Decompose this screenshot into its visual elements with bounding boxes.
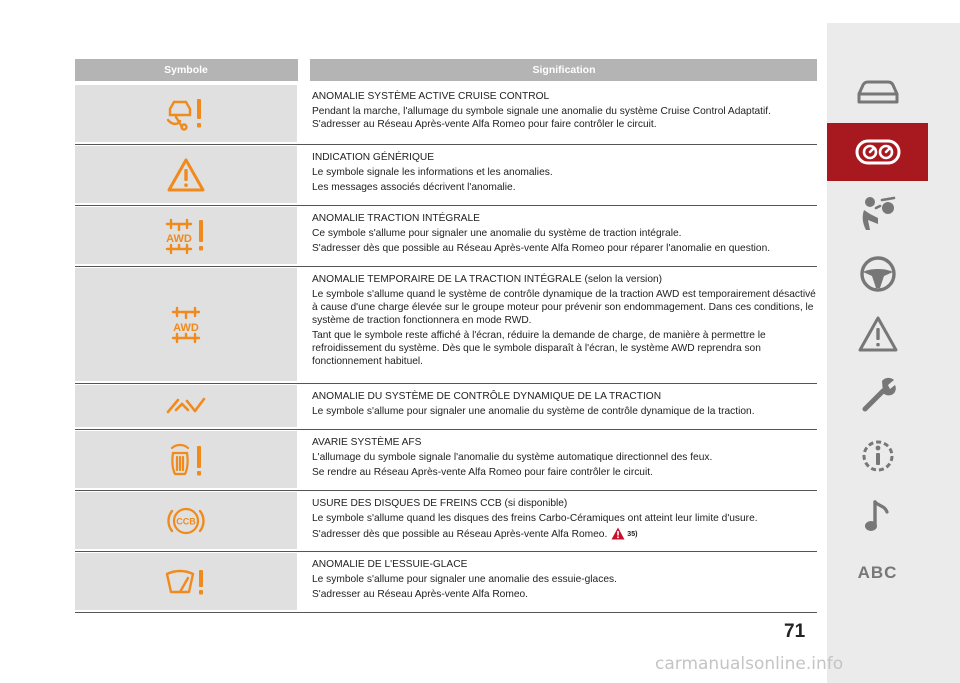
sidebar-item-emergency[interactable] — [827, 305, 928, 363]
row-text: Le symbole s'allume pour signaler une anomalie du système de contrôle dynamique de la traction. — [312, 406, 755, 417]
icon-cell — [75, 553, 297, 610]
row-text: L'allumage du symbole signale l'anomalie du système automatique directionnel des feux. — [312, 452, 713, 463]
table-row — [75, 551, 817, 613]
abc-index: ABC — [857, 563, 898, 582]
row-text: Ce symbole s'allume pour signaler une anomalie du système de traction intégrale. — [312, 228, 682, 239]
table-header — [75, 59, 817, 81]
info-gear-icon — [857, 435, 899, 477]
icon-cell — [75, 146, 297, 203]
row-text-with-ref — [312, 527, 817, 541]
warning-icon — [857, 315, 899, 353]
row-title: INDICATION GÉNÉRIQUE — [312, 152, 435, 163]
text-cell — [312, 390, 817, 420]
row-title: ANOMALIE TRACTION INTÉGRALE — [312, 213, 480, 224]
row-text: Se rendre au Réseau Après-vente Alfa Romeo pour faire contrôler le circuit. — [312, 467, 653, 478]
row-title: ANOMALIE DE L'ESSUIE-GLACE — [312, 559, 468, 570]
row-text: Le symbole s'allume quand le système de contrôle dynamique de la traction AWD est temporairement désactivé à cause d'une charge élevée sur le groupe moteur pour prévenir son endommagement. Dans ces conditions, le système de traction fonctionnera en mode RWD. — [312, 289, 816, 326]
row-text: S'adresser dès que possible au Réseau Après-vente Alfa Romeo pour réparer l'anomalie en question. — [312, 243, 771, 254]
header-meaning: Signification — [532, 64, 596, 76]
row-text: Le symbole signale les informations et les anomalies. — [312, 167, 553, 178]
awd-failure-icon — [163, 216, 209, 256]
airbag-icon — [856, 194, 900, 234]
warning-triangle-icon — [611, 527, 625, 540]
table-row — [75, 144, 817, 206]
sidebar-item-multimedia[interactable] — [827, 487, 928, 545]
general-warning-icon — [166, 157, 206, 193]
steering-wheel-icon — [858, 254, 898, 294]
car-icon — [854, 76, 902, 108]
dashboard-icon — [854, 136, 902, 168]
row-title: ANOMALIE TEMPORAIRE DE LA TRACTION INTÉGRALE (selon la version) — [312, 274, 663, 285]
sidebar-item-car[interactable] — [827, 63, 928, 121]
icon-cell — [75, 268, 297, 381]
row-text: Les messages associés décrivent l'anomalie. — [312, 182, 516, 193]
row-title: ANOMALIE DU SYSTÈME DE CONTRÔLE DYNAMIQUE DE LA TRACTION — [312, 391, 662, 402]
text-cell — [312, 90, 817, 133]
icon-cell — [75, 85, 297, 142]
row-title: ANOMALIE SYSTÈME ACTIVE CRUISE CONTROL — [312, 91, 550, 102]
ccb-brake-wear-icon — [164, 502, 208, 540]
row-title: USURE DES DISQUES DE FREINS CCB (si disponible) — [312, 498, 568, 509]
sidebar-item-maintenance[interactable] — [827, 365, 928, 423]
text-cell — [312, 558, 817, 603]
text-cell — [312, 151, 817, 196]
svg-text:AWD: AWD — [166, 232, 192, 245]
sidebar-item-technical-data[interactable] — [827, 427, 928, 485]
row-title: AVARIE SYSTÈME AFS — [312, 437, 422, 448]
row-text: Pendant la marche, l'allumage du symbole signale une anomalie du système Cruise Control Adaptatif. S'adresser au Réseau Après-vente Alfa Romeo pour faire contrôler le circuit. — [312, 106, 771, 130]
svg-text:CCB: CCB — [176, 516, 196, 526]
awd-temporary-icon — [168, 304, 204, 346]
row-text: Le symbole s'allume pour signaler une anomalie des essuie-glaces. — [312, 574, 617, 585]
text-cell — [312, 273, 817, 370]
page-number: 71 — [784, 621, 806, 642]
text-cell — [312, 436, 817, 481]
watermark: carmanualsonline.info — [655, 654, 844, 674]
afs-failure-icon — [166, 440, 206, 480]
header-separator — [298, 59, 310, 81]
text-cell — [312, 497, 817, 543]
wiper-failure-icon — [163, 566, 209, 598]
svg-text:AWD: AWD — [173, 321, 199, 334]
chapter-sidebar — [827, 23, 960, 683]
table-row — [75, 429, 817, 491]
sidebar-item-starting[interactable] — [827, 245, 928, 303]
sidebar-item-dashboard[interactable] — [827, 123, 928, 181]
traction-control-icon — [165, 395, 207, 417]
table-row — [75, 266, 817, 384]
footnote-ref[interactable]: 35) — [627, 531, 638, 538]
sidebar-item-index[interactable] — [827, 553, 928, 593]
table-row — [75, 205, 817, 267]
row-text: S'adresser au Réseau Après-vente Alfa Romeo. — [312, 589, 529, 600]
table-row — [75, 490, 817, 552]
acc-failure-icon — [164, 95, 208, 133]
header-symbol: Symbole — [164, 64, 208, 76]
table-row — [75, 83, 817, 145]
icon-cell — [75, 207, 297, 264]
icon-cell — [75, 492, 297, 549]
icon-cell — [75, 385, 297, 427]
table-row — [75, 383, 817, 430]
music-note-icon — [861, 496, 895, 536]
row-text: Tant que le symbole reste affiché à l'écran, réduire la demande de charge, de manière à permettre le refroidissement du système. Dès que le symbole disparaît à l'écran, le système AWD reprendra son fonctionnement habituel. — [312, 330, 766, 367]
sidebar-item-safety[interactable] — [827, 185, 928, 243]
wrench-icon — [857, 373, 899, 415]
row-text: Le symbole s'allume quand les disques des freins Carbo-Céramiques ont atteint leur limite d'usure. — [312, 513, 758, 524]
row-text: S'adresser dès que possible au Réseau Après-vente Alfa Romeo. — [312, 529, 608, 540]
icon-cell — [75, 431, 297, 488]
text-cell — [312, 212, 817, 257]
